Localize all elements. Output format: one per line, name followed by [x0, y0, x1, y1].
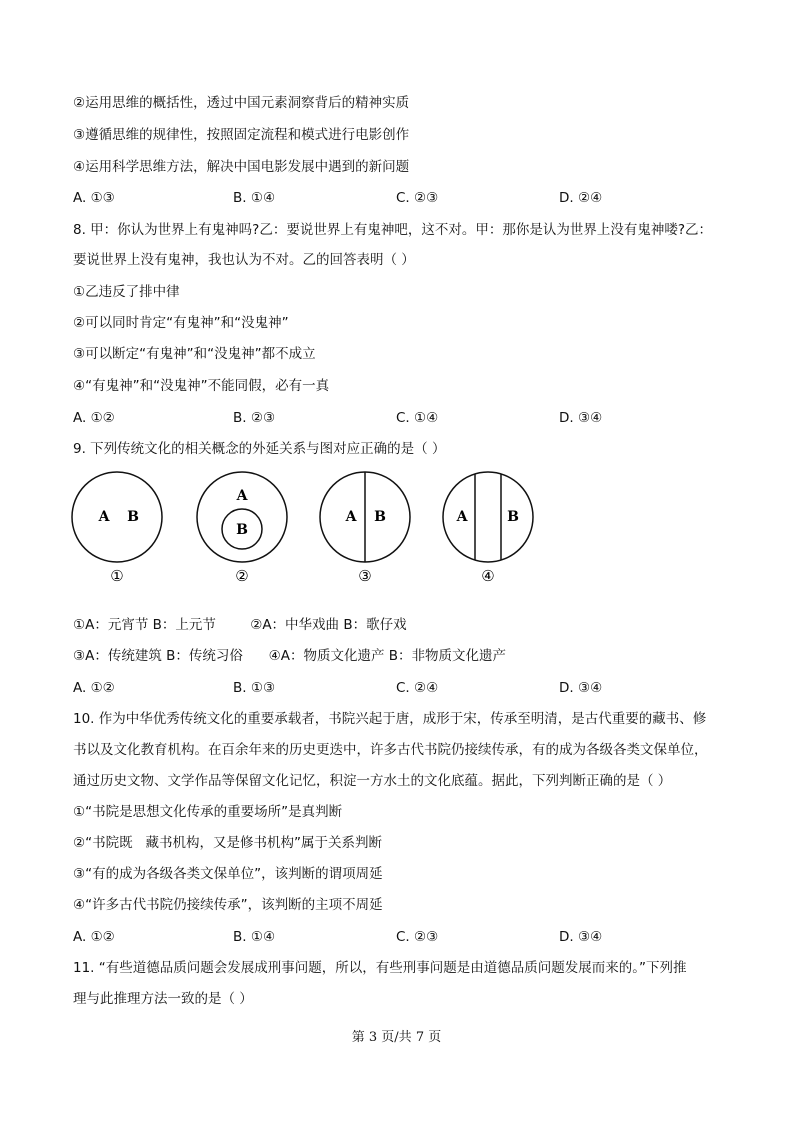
q10-stem-line-1: 10. 作为中华优秀传统文化的重要承载者，书院兴起于唐，成形于宋，传承至明清，是古代重要的藏书、修 [73, 711, 707, 727]
q10-item-2: ②“书院既 藏书机构，又是修书机构”属于关系判断 [73, 835, 382, 851]
venn-4-caption: ④ [481, 567, 495, 585]
venn-1-label-a: A [98, 509, 110, 525]
venn-2-label-a: A [236, 488, 248, 504]
q10-item-3: ③“有的成为各级各类文保单位”，该判断的谓项周延 [73, 866, 383, 882]
q9-choice-a: A. ①② [73, 680, 115, 696]
q8-choice-d: D. ③④ [559, 410, 603, 426]
q11-stem-line-2: 理与此推理方法一致的是（ ） [73, 991, 253, 1007]
venn-4-label-a: A [456, 509, 468, 525]
q9-choices [73, 679, 713, 697]
q7-item-4: ④运用科学思维方法，解决中国电影发展中遇到的新问题 [73, 159, 410, 175]
q8-stem-line-1: 8. 甲：你认为世界上有鬼神吗?乙：要说世界上有鬼神吧，这不对。甲：那你是认为世界上没有鬼神喽?乙： [73, 222, 713, 238]
q10-choice-d: D. ③④ [559, 929, 603, 945]
venn-figure-2 [197, 472, 287, 585]
q8-choice-b: B. ②③ [233, 410, 276, 426]
q10-choice-a: A. ①② [73, 929, 115, 945]
q9-choice-c: C. ②④ [396, 680, 439, 696]
q9-stem: 9. 下列传统文化的相关概念的外延关系与图对应正确的是（ ） [73, 441, 446, 457]
q10-choices [73, 928, 713, 946]
venn-1-label-b: B [127, 509, 139, 525]
q7-item-2: ②运用思维的概括性，透过中国元素洞察背后的精神实质 [73, 95, 410, 111]
venn-3-label-a: A [345, 509, 357, 525]
venn-figure-4 [443, 472, 533, 585]
venn-figure-1 [72, 472, 162, 585]
q8-choices [73, 409, 713, 427]
q10-choice-b: B. ①④ [233, 929, 276, 945]
q9-choice-d: D. ③④ [559, 680, 603, 696]
venn-1-outer-circle [72, 472, 162, 562]
venn-1-caption: ① [110, 567, 124, 585]
q8-choice-c: C. ①④ [396, 410, 439, 426]
q7-choices [73, 189, 713, 207]
q7-item-3: ③遵循思维的规律性，按照固定流程和模式进行电影创作 [73, 127, 410, 143]
q8-item-3: ③可以断定“有鬼神”和“没鬼神”都不成立 [73, 346, 316, 362]
q8-item-1: ①乙违反了排中律 [73, 284, 180, 300]
page-footer: 第 3 页/共 7 页 [351, 1030, 442, 1045]
q10-choice-c: C. ②③ [396, 929, 439, 945]
venn-3-caption: ③ [358, 567, 372, 585]
venn-2-caption: ② [235, 567, 249, 585]
q7-choice-b: B. ①④ [233, 190, 276, 206]
venn-3-label-b: B [374, 509, 386, 525]
q10-item-1: ①“书院是思想文化传承的重要场所”是真判断 [73, 804, 343, 820]
q10-item-4: ④“许多古代书院仍接续传承”，该判断的主项不周延 [73, 897, 383, 913]
q10-stem-line-2: 书以及文化教育机构。在百余年来的历史更迭中，许多古代书院仍接续传承，有的成为各级各类文保单位， [73, 742, 708, 758]
q9-venn-diagrams [70, 470, 550, 586]
q7-choice-a: A. ①③ [73, 190, 115, 206]
q7-choice-d: D. ②④ [559, 190, 603, 206]
q10-stem-line-3: 通过历史文物、文学作品等保留文化记忆，积淀一方水土的文化底蕴。据此，下列判断正确的是（ ） [73, 773, 672, 789]
venn-figure-3 [320, 472, 410, 585]
q7-choice-c: C. ②③ [396, 190, 439, 206]
q8-item-2: ②可以同时肯定“有鬼神”和“没鬼神” [73, 315, 289, 331]
venn-2-label-b: B [236, 522, 248, 538]
q9-choice-b: B. ①③ [233, 680, 276, 696]
q11-stem-line-1: 11. “有些道德品质问题会发展成刑事问题，所以，有些刑事问题是由道德品质问题发展而来的。”下列推 [73, 960, 687, 976]
q8-choice-a: A. ①② [73, 410, 115, 426]
q8-item-4: ④“有鬼神”和“没鬼神”不能同假，必有一真 [73, 378, 330, 394]
venn-4-label-b: B [507, 509, 519, 525]
q9-pairs-line-1: ①A：元宵节 B：上元节 ②A：中华戏曲 B：歌仔戏 [73, 617, 407, 633]
q8-stem-line-2: 要说世界上没有鬼神，我也认为不对。乙的回答表明（ ） [73, 252, 415, 268]
q9-pairs-line-2: ③A：传统建筑 B：传统习俗 ④A：物质文化遗产 B：非物质文化遗产 [73, 648, 507, 664]
